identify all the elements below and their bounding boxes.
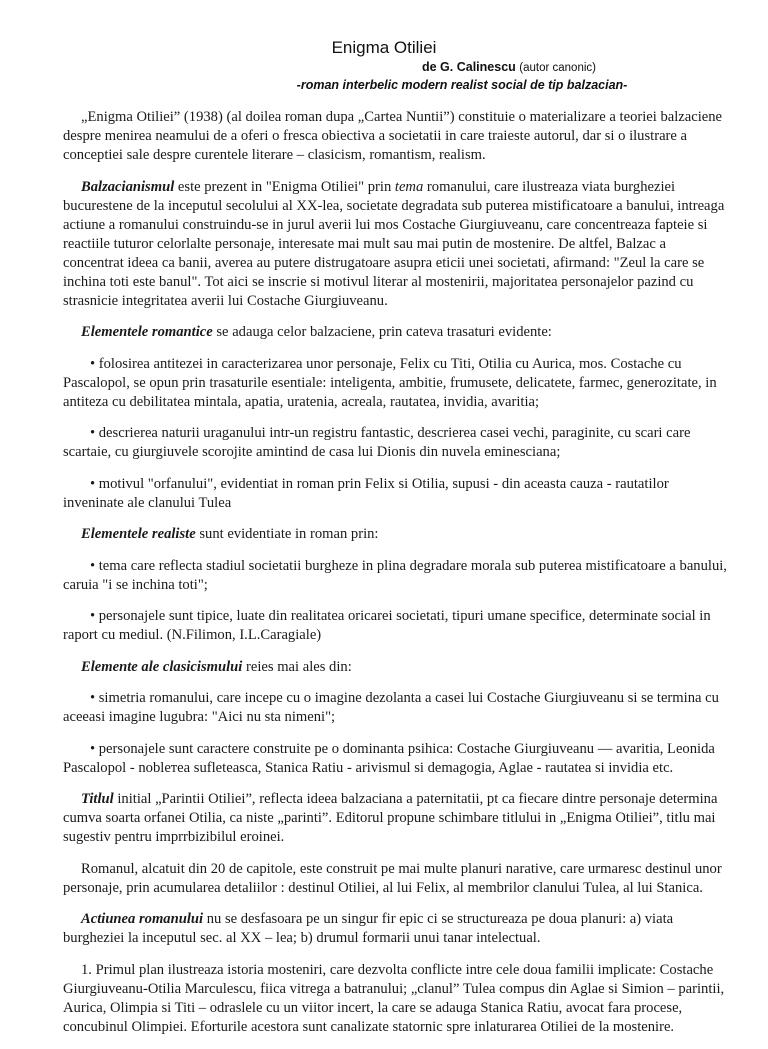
balzacianism-text-b: romanului, care ilustreaza viata burgheziei bucurestene de la inceputul secolului al XX-lea, societate degradata sub puterea mistificatoare a banului, intreaga actiune a romanului construindu-se in jurul averii lui mos Costache Giurgiuveanu, care concentreaza fapteie si reactiile tuturor celorlalte personaje, interesate mai mult sau mai putin de mostenire. De altfel, Balzac a concentrat ideea ca banii, averea au putere distrugatoare asupra eticii unei societati, afirmand: "Zeul la care se inchina toti este banul". Tot aici se inscrie si motivul literar al mostenirii, majoritatea personajelor pazind cu strasnicie integritatea averii lui Costache Giurgiuveanu. — [63, 178, 725, 309]
action-heading: Actiunea romanului — [81, 911, 204, 927]
classicism-text: reies mai ales din: — [242, 658, 352, 675]
romantic-text: se adauga celor balzaciene, prin cateva trasaturi evidente: — [212, 324, 552, 340]
document-subtitle: -roman interbelic modern realist social de tip balzacian- — [296, 78, 628, 92]
title-paragraph — [63, 790, 729, 847]
bullet-simetria: • simetria romanului, care incepe cu o imagine dezolanta a casei lui Costache Giurgiuveanu si se termina cu aceeasi imagine lugubra: "Aici nu sta nimeni"; — [63, 690, 719, 725]
realist-paragraph — [63, 525, 729, 544]
author-note: (autor canonic) — [519, 62, 596, 74]
realist-text: sunt evidentiate in roman prin: — [195, 526, 379, 542]
classicism-paragraph — [63, 658, 729, 677]
title-text: initial „Parintii Otiliei”, reflecta ideea balzaciana a paternitatii, pt ca fiecare dintre personaje determina cumva soarta orfanei Otilia, ca niste „parinti”. Editorul propune schimbare titlului in „Enigma Otiliei”, titlu mai sugestiv pentru imprrbizibilul eroinei. — [63, 791, 718, 845]
structure-paragraph: Romanul, alcatuit din 20 de capitole, este construit pe mai multe planuri narative, care urmaresc destinul unor personaje, prin acumularea detaliilor : destinul Otiliei, al lui Felix, al membrilor clanului Tulea, al lui Stanica. — [63, 860, 722, 896]
bullet-orfan: • motivul "orfanului", evidentiat in roman prin Felix si Otilia, supusi - din aceasta cauza - rautatilor inveninate ale clanului Tulea — [63, 475, 669, 511]
bullet-natura: • descrierea naturii uraganului intr-un registru fantastic, descrierea casei vechi, paraginite, cu scari care scartaie, cu giurgiuvele scorojite amintind de casa lui Dionis din nuvela eminesciana; — [63, 425, 691, 460]
balzacianism-text-a: este prezent in "Enigma Otiliei" prin — [174, 178, 395, 195]
realist-heading: Elementele realiste — [81, 526, 196, 542]
bullet-personaje-tipice: • personajele sunt tipice, luate din realitatea oricarei societati, tipuri umane specifice, determinate social in raport cu mediul. (N.Filimon, I.L.Caragiale) — [63, 608, 711, 643]
bullet-antiteza: • folosirea antitezei in caracterizarea unor personaje, Felix cu Titi, Otilia cu Aurica, mos. Costache cu Pascalopol, se opun prin trasaturile esentiale: inteligenta, ambitie, frumusete, delicatete, farmec, generozitate, in antiteza cu debilitatea mintala, apatia, uratenia, acreala, rautatea, invidia, avaritia; — [63, 355, 717, 410]
document-title: Enigma Otiliei — [331, 38, 437, 57]
balzacianism-paragraph — [63, 178, 729, 311]
action-paragraph — [63, 910, 729, 948]
title-heading: Titlul — [81, 791, 114, 807]
classicism-heading: Elemente ale clasicismului — [81, 658, 243, 675]
balzacianism-em: tema — [394, 178, 424, 195]
author-name: de G. Calinescu — [422, 60, 516, 74]
romantic-heading: Elementele romantice — [81, 324, 213, 340]
romantic-paragraph — [63, 323, 729, 342]
intro-paragraph: „Enigma Otiliei” (1938) (al doilea roman dupa „Cartea Nuntii”) constituie o materializare a teoriei balzaciene despre menirea neamului de a oferi o fresca obiectiva a societatii in care traieste autorul, dar si o ilustrare a conceptiei sale despre curentele literare – clasicism, romantism, realism. — [63, 109, 723, 163]
author-line — [422, 59, 596, 76]
document-body — [63, 108, 729, 1049]
action-text: nu se desfasoara pe un singur fir epic ci se structureaza pe doua planuri: a) viata burgheziei la inceputul sec. al XX – lea; b) drumul formarii unui tanar intelectual. — [63, 911, 674, 946]
balzacianism-heading: Balzacianismul — [81, 178, 175, 195]
first-plan-paragraph: 1. Primul plan ilustreaza istoria mosteniri, care dezvolta conflicte intre cele doua familii implicate: Costache Giurgiuveanu-Otilia Marculescu, fiica vitrega a batranului; „clanul” Tulea compus din Aglae si Simion – parintii, Aurica, Olimpia si Titi – odraslele cu un viitor incert, la care se adauga Stanica Ratiu, avocat fara procese, concubinul Olimpiei. Eforturile acestora sunt canalizate statornic spre inlaturarea Otiliei de la mostenire. — [63, 961, 725, 1035]
bullet-caractere: • personajele sunt caractere construite pe o dominanta psihica: Costache Giurgiuveanu — avaritia, Leonida Pascalopol - noblетea sufleteasca, Stanica Ratiu - arivismul si demagogia, Aglae - rautatea si invidia etc. — [63, 740, 715, 776]
bullet-tema: • tema care reflecta stadiul societatii burgheze in plina degradare morala sub puterea mistificatoare a banului, caruia "i se inchina toti"; — [63, 557, 727, 593]
